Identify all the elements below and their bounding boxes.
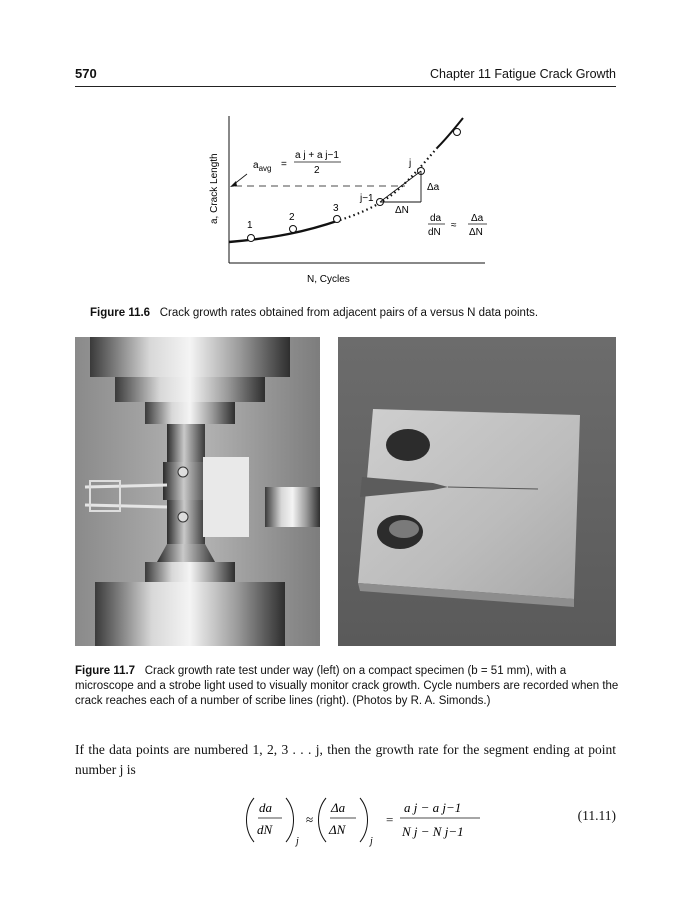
equation-number: (11.11)	[577, 808, 616, 823]
point-label-j-1: j−1	[360, 193, 374, 204]
rate-approx: ≈	[451, 220, 457, 231]
point-label-2: 2	[289, 212, 295, 223]
eq-lhs-num: da	[259, 800, 272, 815]
rate-lhs-num: da	[430, 213, 442, 224]
delta-a-label: Δa	[427, 182, 440, 193]
eq-rhs-den: N j − N j−1	[402, 824, 464, 839]
avg-equals: =	[281, 159, 287, 170]
data-point-2	[290, 226, 297, 233]
data-point-next	[454, 129, 461, 136]
eq-mid-num: Δa	[331, 800, 346, 815]
figure-11-7-caption-label: Figure 11.7	[75, 665, 136, 677]
figure-11-6-diagram	[195, 108, 495, 298]
eq-approx: ≈	[306, 812, 314, 827]
photo-test-machine	[75, 337, 320, 646]
rate-rhs-num: Δa	[471, 213, 484, 224]
figure-11-7-caption-text: Crack growth rate test under way (left) on a compact specimen (b = 51 mm), with a microscope and a strobe light used to visually monitor crack growth. Cycle numbers are recorded when the crack reaches each of a number of scribe lines (right). (Photos by R. A. Simonds.)	[75, 665, 619, 707]
eq-mid-open-paren	[319, 798, 327, 842]
point-label-3: 3	[333, 203, 339, 214]
point-label-j: j	[409, 158, 412, 169]
eq-mid-close-paren	[360, 798, 368, 842]
figure-11-7-caption	[75, 664, 620, 709]
eq-mid-sub: j	[370, 836, 373, 847]
body-paragraph: If the data points are numbered 1, 2, 3 . . . j, then the growth rate for the segment ending at point number j is	[75, 742, 616, 777]
avg-denominator: 2	[314, 165, 320, 176]
figure-11-6-caption	[90, 306, 620, 321]
data-point-1	[248, 235, 255, 242]
chapter-title: Chapter 11 Fatigue Crack Growth	[430, 67, 616, 81]
x-axis-label: N, Cycles	[307, 274, 350, 285]
running-header	[75, 66, 616, 87]
photo-compact-specimen	[338, 337, 616, 646]
delta-n-label: ΔN	[395, 205, 409, 216]
y-axis-label: a, Crack Length	[209, 153, 220, 224]
crack-growth-curve-solid	[229, 220, 340, 242]
rate-lhs-den: dN	[428, 227, 441, 238]
secant-line	[380, 171, 421, 202]
eq-lhs-sub: j	[296, 836, 299, 847]
figure-11-6-caption-text: Crack growth rates obtained from adjacent pairs of a versus N data points.	[159, 307, 539, 319]
avg-label: $a_{avg}$	[253, 160, 272, 173]
eq-rhs-num: a j − a j−1	[404, 800, 462, 815]
crack-growth-curve-dotted	[340, 148, 437, 220]
point-label-1: 1	[247, 220, 253, 231]
data-point-3	[334, 216, 341, 223]
avg-arrow-head	[230, 181, 237, 187]
rate-rhs-den: ΔN	[469, 227, 483, 238]
eq-lhs-close-paren	[286, 798, 294, 842]
eq-mid-den: ΔN	[329, 822, 346, 837]
page-number: 570	[75, 66, 97, 81]
eq-lhs-open-paren	[247, 798, 255, 842]
equation-11-11	[240, 790, 616, 850]
figure-11-6-caption-label: Figure 11.6	[90, 307, 151, 319]
eq-lhs-den: dN	[257, 822, 273, 837]
eq-equals: =	[386, 812, 394, 827]
avg-numerator: a j + a j−1	[295, 150, 339, 161]
